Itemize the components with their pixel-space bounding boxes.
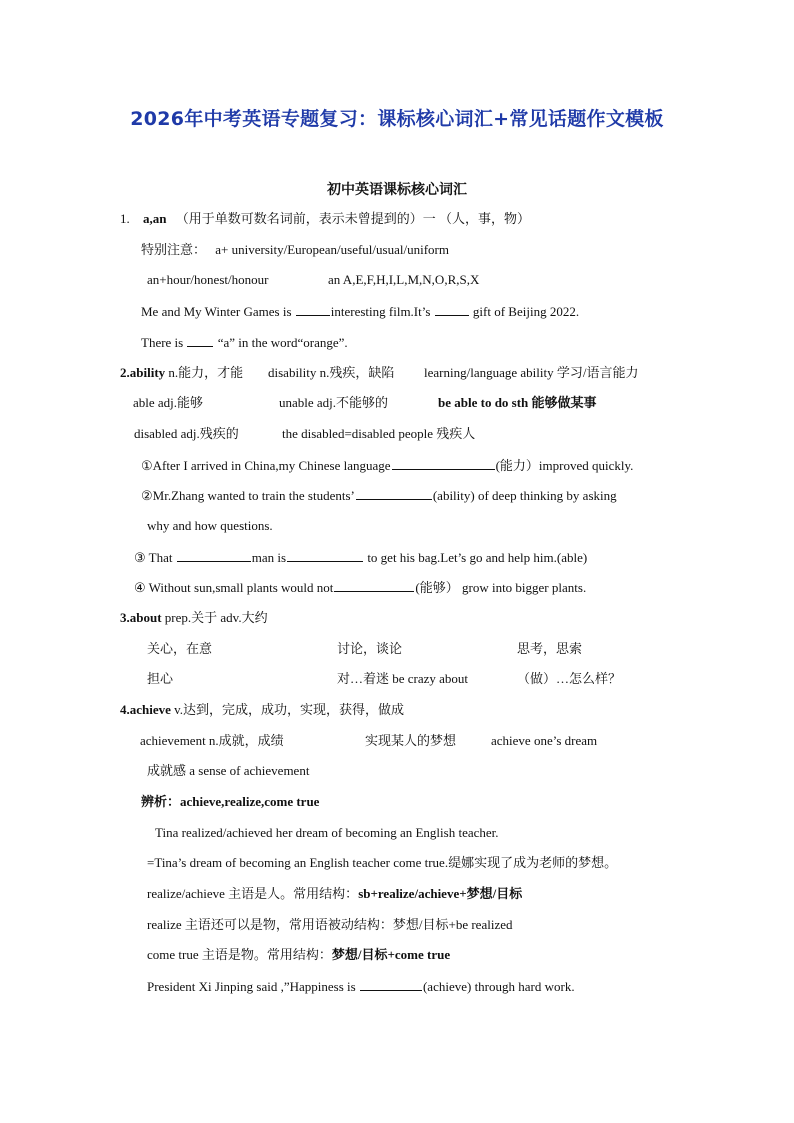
- note-line: [141, 241, 449, 259]
- fill-blank[interactable]: [435, 302, 469, 316]
- entry-word: 4.achieve: [120, 702, 171, 717]
- usage-rule: realize 主语还可以是物，常用语被动结构：梦想/目标+be realized: [147, 917, 513, 932]
- example-text: ①After I arrived in China,my Chinese language: [141, 458, 391, 473]
- phrase-sense: 成就感 a sense of achievement: [147, 763, 310, 778]
- example-sentence: [141, 486, 617, 505]
- phrase-cell: （做）…怎么样？: [517, 671, 622, 686]
- page-title: 2026年中考英语专题复习：课标核心词汇+常见话题作文模板: [130, 108, 664, 130]
- note-an-1: an+hour/honest/honour: [147, 272, 269, 287]
- derivative-able: able adj.能够: [133, 395, 204, 410]
- example-sentence: [134, 578, 586, 597]
- example-text: gift of Beijing 2022.: [469, 304, 580, 319]
- example-text: Me and My Winter Games is: [141, 304, 295, 319]
- fill-blank[interactable]: [356, 486, 432, 500]
- example-text: ④ Without sun,small plants would not: [134, 580, 334, 595]
- entry-definition: n.能力，才能: [165, 365, 244, 380]
- phrase-be-able: be able to do sth 能够做某事: [438, 395, 597, 410]
- entry-word: 2.ability: [120, 365, 166, 380]
- phrase-cell: 讨论，谈论: [337, 641, 403, 656]
- example-text: There is: [141, 335, 187, 350]
- rule-structure: 梦想/目标+come true: [331, 947, 451, 962]
- phrase-learning-ability: learning/language ability 学习/语言能力: [424, 365, 639, 380]
- fill-blank[interactable]: [334, 578, 414, 592]
- note-a: a+ university/European/useful/usual/uniform: [215, 242, 449, 257]
- example-sentence: Tina realized/achieved her dream of becoming an English teacher.: [155, 825, 499, 840]
- entry-number: 1.: [120, 211, 130, 226]
- derivative-achievement: achievement n.成就，成绩: [140, 733, 284, 748]
- example-text: (能够） grow into bigger plants.: [415, 580, 587, 595]
- example-text: (能力）improved quickly.: [495, 458, 634, 473]
- fill-blank[interactable]: [187, 333, 213, 347]
- example-text: interesting film.It’s: [330, 304, 434, 319]
- example-sentence: [134, 548, 587, 567]
- example-sentence: [141, 333, 348, 352]
- note-an-2: an A,E,F,H,I,L,M,N,O,R,S,X: [328, 272, 480, 287]
- example-continuation: why and how questions.: [147, 518, 273, 533]
- phrase-realize-dream: 实现某人的梦想: [365, 733, 457, 748]
- analysis-words: achieve,realize,come true: [180, 794, 320, 809]
- analysis-heading: [141, 793, 319, 811]
- entry-word: 3.about: [120, 610, 162, 625]
- entry-definition: prep.关于 adv.大约: [161, 610, 268, 625]
- entry-about-heading: [120, 609, 268, 627]
- analysis-label: 辨析：: [141, 794, 181, 809]
- entry-definition: v.达到，完成，成功，实现，获得，做成: [170, 702, 405, 717]
- example-sentence: [147, 977, 575, 996]
- entry-ability-heading: [120, 364, 243, 382]
- note-label: 特别注意：: [141, 242, 207, 257]
- derivative-disabled: disabled adj.残疾的: [134, 426, 239, 441]
- phrase-cell: 关心，在意: [147, 641, 213, 656]
- example-text: (achieve) through hard work.: [422, 979, 575, 994]
- example-text: ③ That: [134, 550, 176, 565]
- example-text: “a” in the word“orange”.: [214, 335, 348, 350]
- phrase-achieve-dream: achieve one’s dream: [491, 733, 598, 748]
- fill-blank[interactable]: [392, 456, 495, 470]
- phrase-cell: 思考，思索: [517, 641, 583, 656]
- fill-blank[interactable]: [287, 548, 363, 562]
- entry-definition: （用于单数可数名词前，表示未曾提到的）一 （人，事，物）: [175, 211, 530, 226]
- derivative-disability: disability n.残疾，缺陷: [268, 365, 395, 380]
- entry-a-an-heading: [120, 210, 530, 228]
- phrase-cell: 对…着迷 be crazy about: [337, 671, 469, 686]
- rule-text: realize/achieve 主语是人。常用结构：: [147, 886, 359, 901]
- usage-rule: [147, 885, 522, 903]
- example-text: to get his bag.Let’s go and help him.(able): [364, 550, 588, 565]
- example-text: (ability) of deep thinking by asking: [432, 488, 617, 503]
- derivative-unable: unable adj.不能够的: [279, 395, 389, 410]
- entry-achieve-heading: [120, 701, 404, 719]
- example-text: President Xi Jinping said ,”Happiness is: [147, 979, 359, 994]
- fill-blank[interactable]: [360, 977, 422, 991]
- phrase-cell: 担心: [147, 671, 174, 686]
- usage-rule: [147, 946, 450, 964]
- example-sentence: [141, 456, 633, 475]
- example-text: ②Mr.Zhang wanted to train the students’: [141, 488, 355, 503]
- example-text: man is: [251, 550, 287, 565]
- rule-text: come true 主语是物。常用结构：: [147, 947, 332, 962]
- example-sentence: [141, 302, 579, 321]
- fill-blank[interactable]: [296, 302, 330, 316]
- section-title: 初中英语课标核心词汇: [327, 183, 467, 198]
- entry-word: a,an: [143, 211, 167, 226]
- fill-blank[interactable]: [177, 548, 251, 562]
- rule-structure: sb+realize/achieve+梦想/目标: [358, 886, 523, 901]
- example-sentence: =Tina’s dream of becoming an English teacher come true.缇娜实现了成为老师的梦想。: [147, 855, 618, 870]
- phrase-the-disabled: the disabled=disabled people 残疾人: [282, 426, 476, 441]
